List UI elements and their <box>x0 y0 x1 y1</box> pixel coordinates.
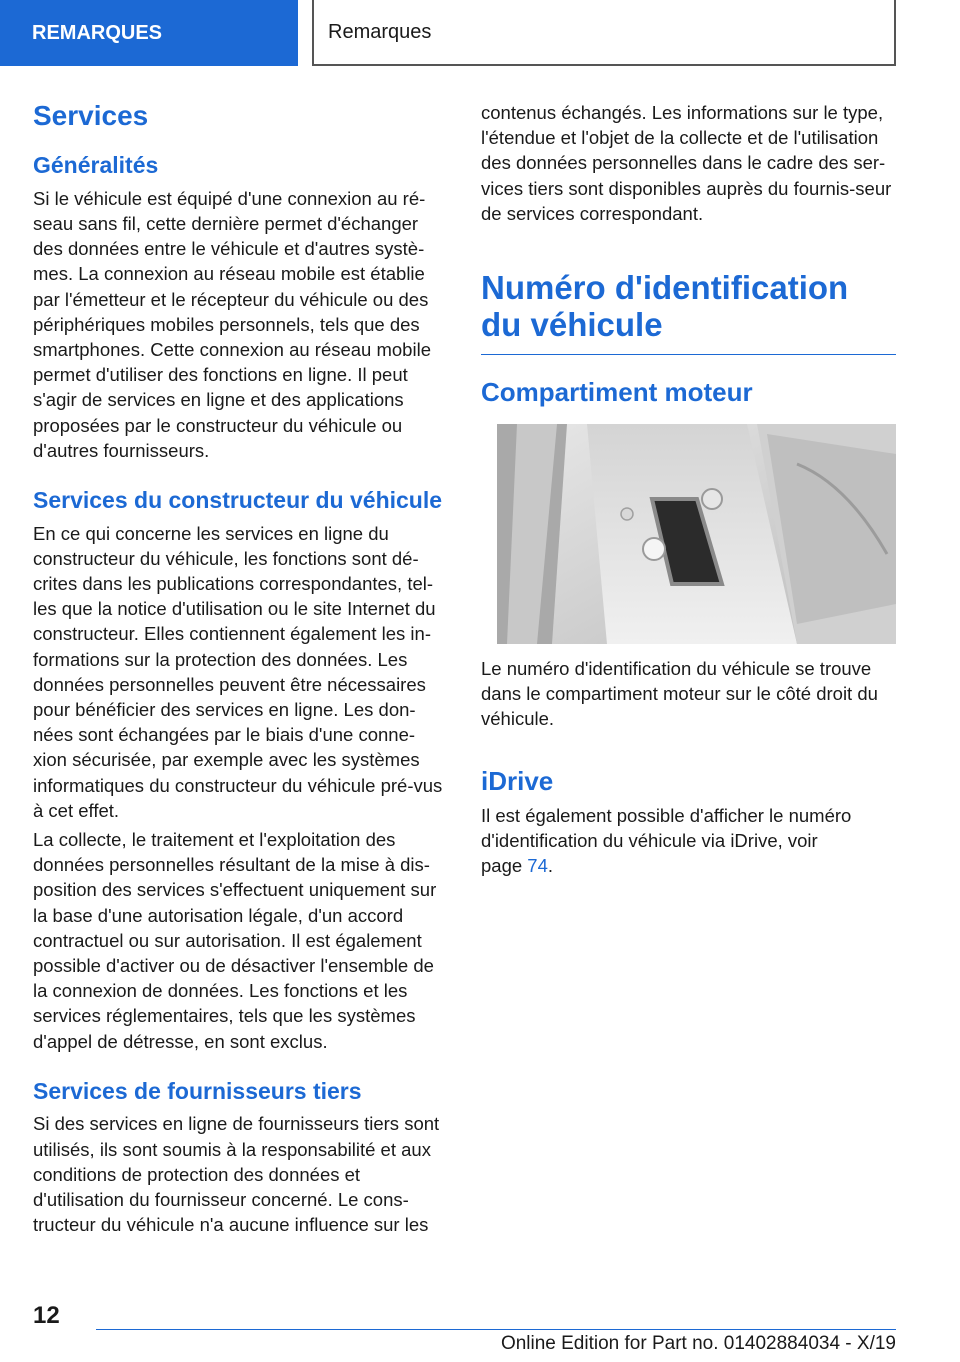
paragraph-idrive <box>481 803 896 879</box>
page-header-title: Remarques <box>328 20 432 43</box>
paragraph-idrive-page-word: page <box>481 854 523 876</box>
engine-compartment-photo <box>497 424 896 644</box>
paragraph-generalites: Si le véhicule est équipé d'une connexion au ré-seau sans fil, cette dernière permet d'échanger des données entre le véhicule et d'autres systè-mes. La connexion au réseau mobile est établie par l'émetteur et le récepteur du véhicule ou des périphériques mobiles personnels, tels que des smartphones. Cette connexion au réseau mobile permet d'utiliser des fonctions en ligne. Il peut s'agir de services en ligne et des applications proposées par le constructeur du véhicule ou d'autres fournisseurs. <box>33 187 431 461</box>
heading-services-constructeur: Services du constructeur du véhicule <box>33 487 443 514</box>
left-column <box>33 100 448 1241</box>
engine-compartment-illustration <box>497 424 896 644</box>
heading-compartiment-moteur: Compartiment moteur <box>481 376 753 407</box>
page-header <box>312 0 896 66</box>
paragraph-tiers-continued: contenus échangés. Les informations sur le type, l'étendue et l'objet de la collecte et de l'utilisation des données personnelles dans le cadre des ser-vices tiers sont disponibles auprès du fournis-seur de services correspondant. <box>481 102 892 224</box>
page-number: 12 <box>33 1302 60 1329</box>
heading-services: Services <box>33 100 149 131</box>
paragraph-idrive-text: Il est également possible d'afficher le numéro d'identification du véhicule via iDrive, voir <box>481 804 852 851</box>
footer-edition: Online Edition for Part no. 01402884034 - X/19 <box>500 1333 896 1354</box>
paragraph-tiers: Si des services en ligne de fournisseurs tiers sont utilisés, ils sont soumis à la responsabilité et aux conditions de protection des données et d'utilisation du fournisseur concerné. Le cons-tructeur du véhicule n'a aucune influence sur les <box>33 1113 440 1236</box>
section-tab-label: REMARQUES <box>32 21 163 44</box>
heading-generalites: Généralités <box>33 152 159 179</box>
paragraph-constructeur-2: La collecte, le traitement et l'exploitation des données personnelles résultant de la mise à dis-position des services s'effectuent uniquement sur la base d'une autorisation légale, d'un accord contractuel ou sur autorisation. Il est également possible d'activer ou de désactiver l'ensemble de la connexion de données. Les fonctions et les services réglementaires, tels que les systèmes d'appel de détresse, en sont exclus. <box>33 829 437 1052</box>
heading-idrive: iDrive <box>481 765 554 796</box>
paragraph-compartiment: Le numéro d'identification du véhicule se trouve dans le compartiment moteur sur le côté droit du véhicule. <box>481 657 878 730</box>
footer-divider <box>96 1329 896 1330</box>
paragraph-idrive-period: . <box>547 854 554 876</box>
right-column <box>481 100 896 882</box>
heading-numero-identification: Numéro d'identification du véhicule <box>481 270 896 355</box>
page-link-74[interactable]: 74 <box>527 854 548 876</box>
heading-services-tiers: Services de fournisseurs tiers <box>33 1077 362 1104</box>
section-tab <box>0 0 298 66</box>
paragraph-constructeur-1: En ce qui concerne les services en ligne du constructeur du véhicule, les fonctions sont dé-crites dans les publications correspondantes, tel-les que la notice d'utilisation ou le site Internet du constructeur. Elles contiennent également les in-formations sur la protection des données. Les données personnelles peuvent être nécessaires pour bénéficier des services en ligne. Les don-nées sont échangées par le biais d'une conne-xion sécurisée, par exemple avec les systèmes informatiques du constructeur du véhicule pré-vus à cet effet. <box>33 522 443 821</box>
